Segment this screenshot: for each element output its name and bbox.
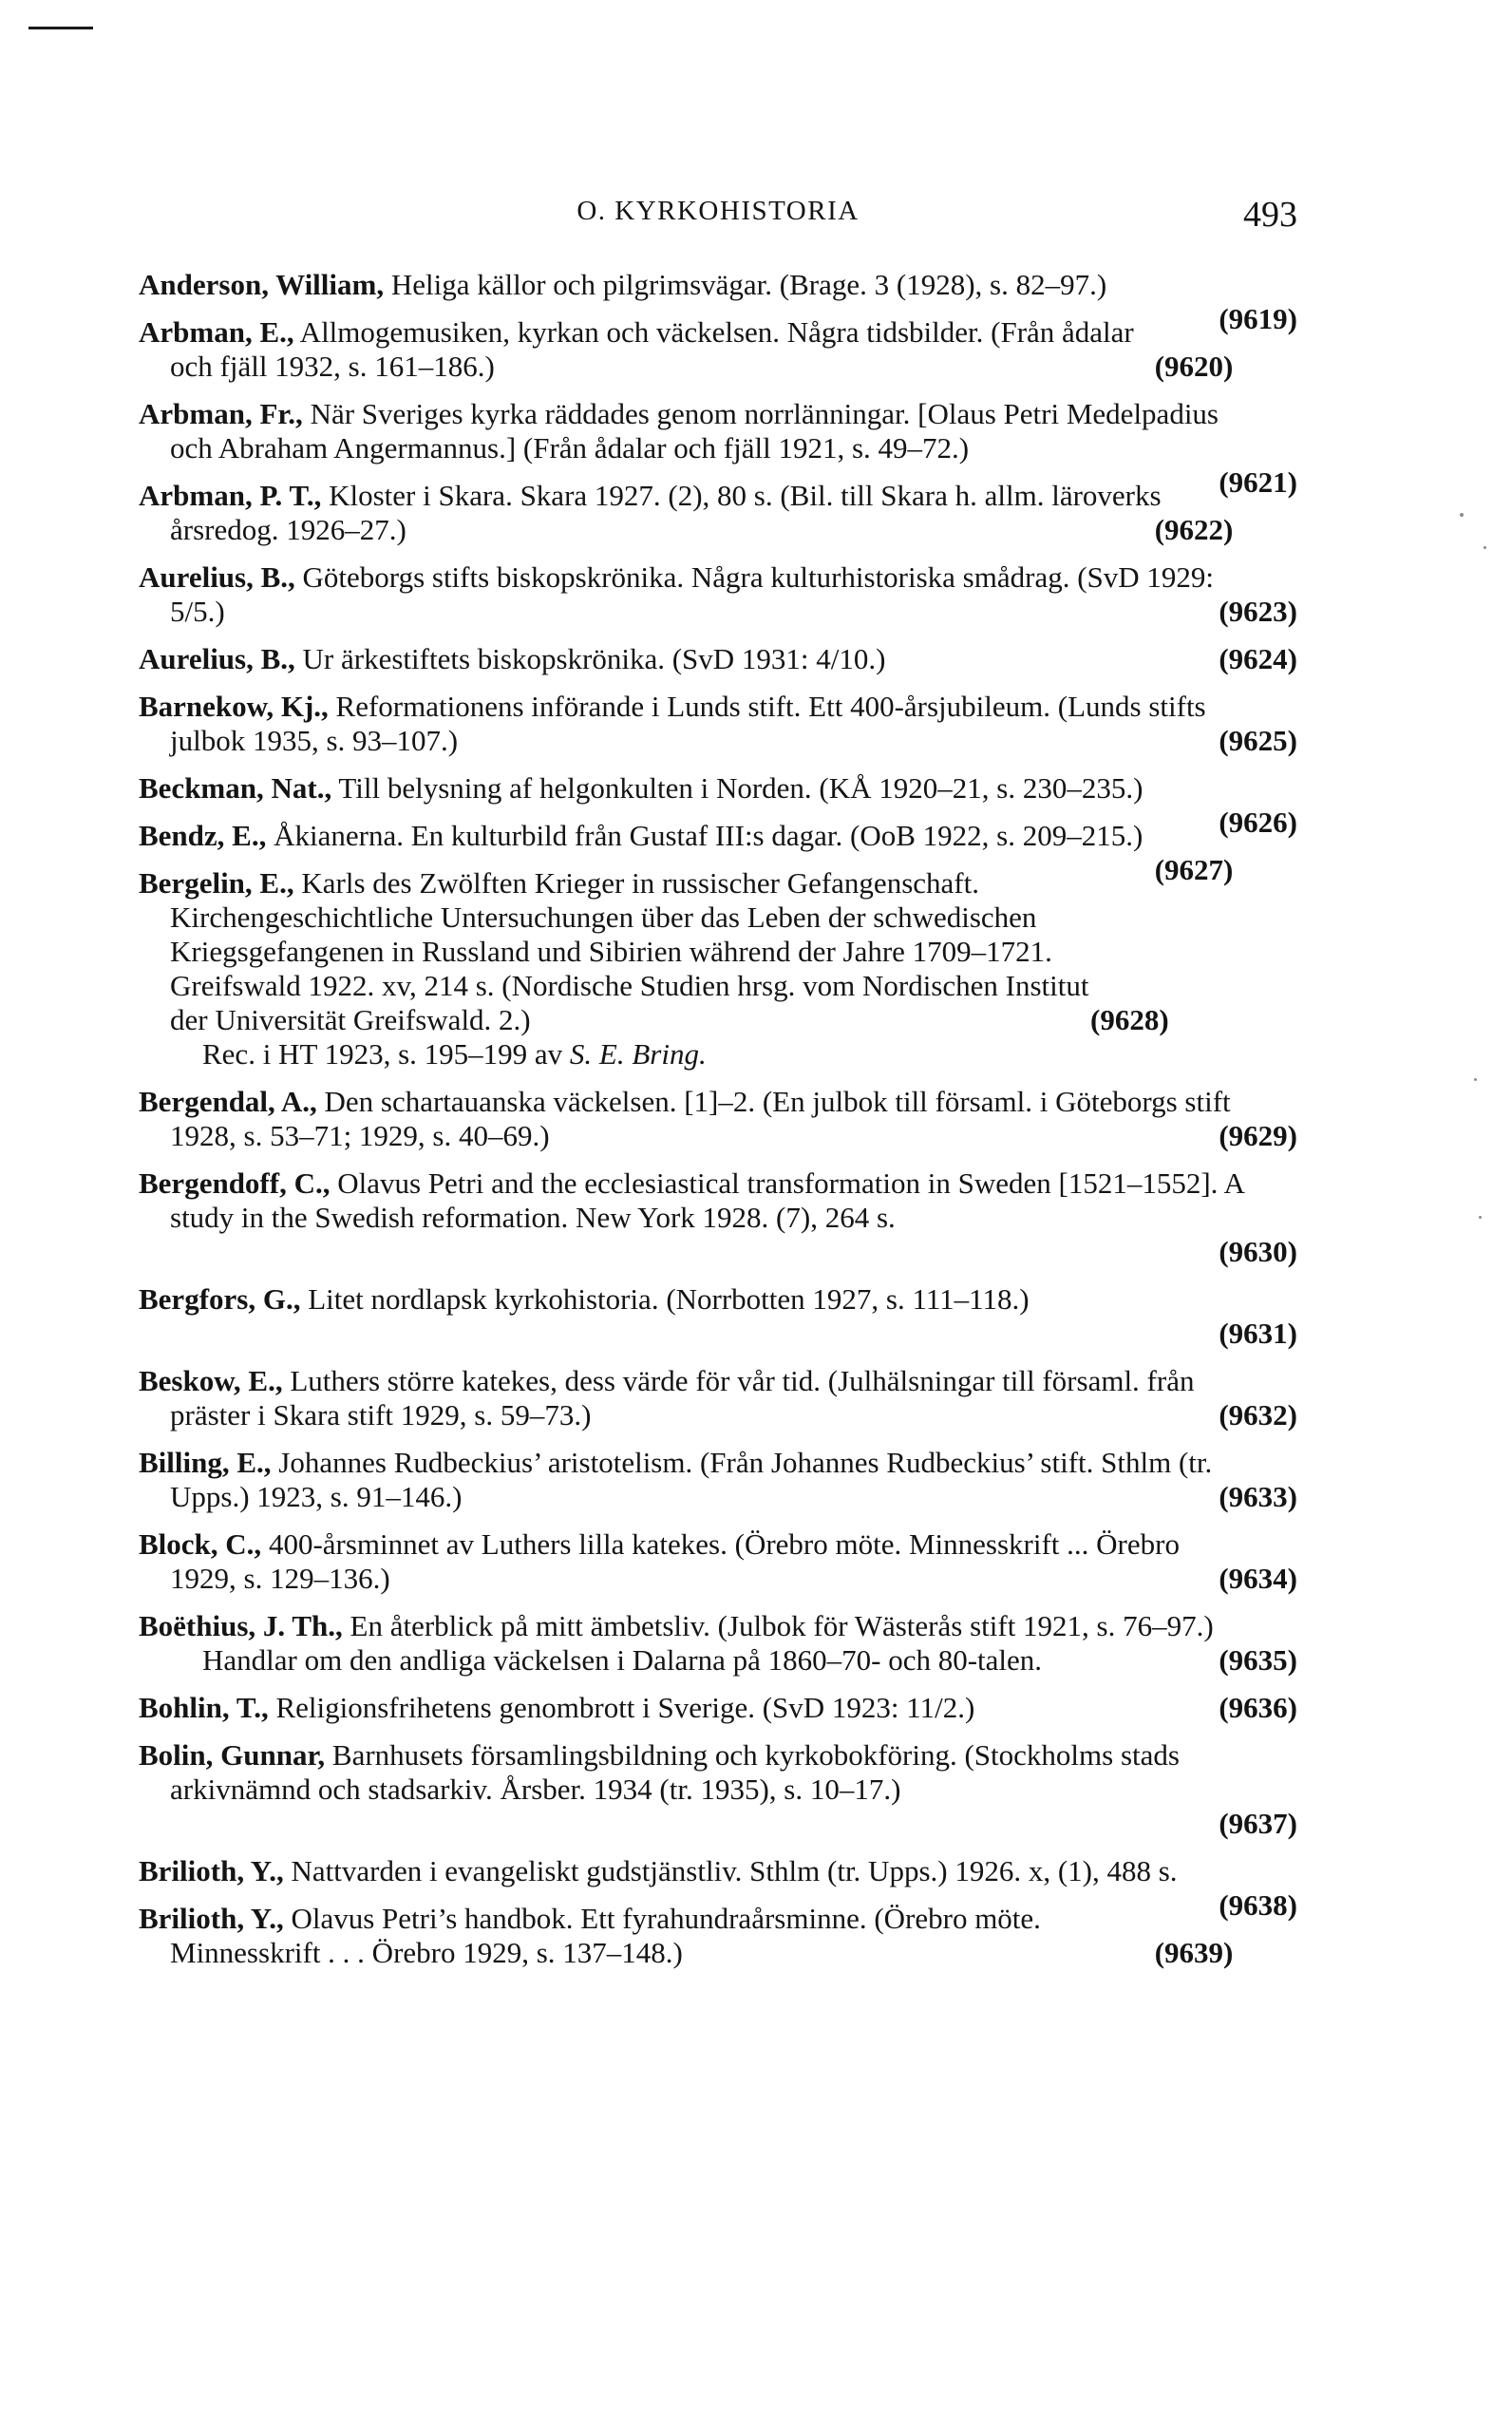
entry-number: (9624) [1219, 642, 1297, 675]
entry-author: Bergelin, E., [139, 866, 294, 900]
bibliography-entry [139, 315, 1297, 384]
entry-text: Barnhusets församlingsbildning och kyrkobokföring. (Stockholms stads arkivnämnd och stadsarkiv. Årsber. 1934 (tr. 1935), s. 10–17.) [170, 1738, 1180, 1806]
entry-text: Reformationens införande i Lunds stift. Ett 400-årsjubileum. (Lunds stifts julbok 1935, s. 93–107.) [170, 690, 1206, 757]
entry-text: Johannes Rudbeckius’ aristotelism. (Från Johannes Rudbeckius’ stift. Sthlm (tr. Upps.) 1923, s. 91–146.) [170, 1446, 1213, 1513]
entry-number: (9622) [1154, 513, 1234, 546]
entry-author: Barnekow, Kj., [139, 690, 329, 723]
entry-text: Olavus Petri and the ecclesiastical transformation in Sweden [1521–1552]. A study in the Swedish reformation. New York 1928. (7), 264 s. [170, 1166, 1244, 1234]
entry-author: Brilioth, Y., [139, 1854, 284, 1887]
scan-speck [1479, 1216, 1482, 1219]
note-text: Rec. i HT 1923, s. 195–199 av [202, 1037, 570, 1071]
entry-number: (9627) [1154, 853, 1234, 886]
entry-number: (9638) [1219, 1888, 1297, 1922]
scan-speck [1460, 513, 1464, 517]
entry-text: En återblick på mitt ämbetsliv. (Julbok för Wästerås stift 1921, s. 76–97.) [342, 1609, 1214, 1642]
entry-number: (9635) [1219, 1643, 1297, 1677]
bibliography-entry [139, 1527, 1297, 1596]
entry-text: Nattvarden i evangeliskt gudstjänstliv. Sthlm (tr. Upps.) 1926. x, (1), 488 s. [283, 1854, 1178, 1887]
entry-number: (9629) [1219, 1119, 1297, 1152]
bibliography-entry [139, 1282, 1297, 1351]
entry-number: (9633) [1219, 1480, 1297, 1513]
bibliography-entry [139, 1085, 1297, 1153]
bibliography-entry [139, 1609, 1297, 1678]
entry-number: (9636) [1219, 1691, 1297, 1724]
entry-number: (9621) [1219, 465, 1297, 499]
entry-text: Religionsfrihetens genombrott i Sverige. (SvD 1923: 11/2.) [268, 1691, 975, 1724]
entry-text: Kloster i Skara. Skara 1927. (2), 80 s. (Bil. till Skara h. allm. läroverks årsredog. 1926–27.) [170, 479, 1162, 546]
entry-author: Beskow, E., [139, 1364, 283, 1397]
bibliography-entry [139, 1902, 1297, 1970]
entry-author: Arbman, P. T., [139, 479, 322, 512]
entry-text: Göteborgs stifts biskopskrönika. Några kulturhistoriska smådrag. (SvD 1929: 5/5.) [170, 560, 1215, 628]
note-reviewer: S. E. Bring. [569, 1037, 707, 1071]
bibliography-entry [139, 1364, 1297, 1432]
bibliography-entry [139, 1854, 1297, 1922]
page-number: 493 [1243, 195, 1297, 235]
entry-annotation [139, 1643, 1297, 1678]
entry-author: Bergendoff, C., [139, 1166, 331, 1200]
entry-review-note [139, 1037, 1297, 1071]
entry-author: Aurelius, B., [139, 560, 295, 594]
bibliography-entry [139, 690, 1297, 758]
bibliography-entry [139, 642, 1297, 676]
entry-text: Allmogemusiken, kyrkan och väckelsen. Några tidsbilder. (Från ådalar och fjäll 1932, s. 161–186.) [170, 315, 1134, 383]
entry-number: (9628) [1090, 1003, 1169, 1036]
entry-author: Billing, E., [139, 1446, 272, 1479]
entry-author: Bendz, E., [139, 819, 267, 852]
entry-author: Beckman, Nat., [139, 771, 332, 805]
entry-author: Anderson, William, [139, 268, 385, 301]
entry-text: När Sveriges kyrka räddades genom norrlänningar. [Olaus Petri Medelpadius och Abraham Angermannus.] (Från ådalar och fjäll 1921, s. 49–72.) [170, 397, 1219, 465]
entry-text: Heliga källor och pilgrimsvägar. (Brage. 3 (1928), s. 82–97.) [384, 268, 1107, 301]
entry-author: Bergendal, A., [139, 1085, 317, 1118]
entry-number: (9620) [1154, 350, 1234, 383]
bibliography-entry [139, 1166, 1297, 1269]
bibliography-entry [139, 1691, 1297, 1725]
bibliography-list [139, 268, 1297, 1983]
note-text: Handlar om den andliga väckelsen i Dalarna på 1860–70- och 80-talen. [202, 1643, 1043, 1677]
entry-author: Boëthius, J. Th., [139, 1609, 343, 1642]
entry-number: (9625) [1219, 724, 1297, 757]
entry-number: (9639) [1154, 1936, 1234, 1969]
entry-text: Åkianerna. En kulturbild från Gustaf III:s dagar. (OoB 1922, s. 209–215.) [266, 819, 1143, 852]
entry-number: (9631) [1219, 1317, 1297, 1350]
entry-number: (9630) [1219, 1235, 1297, 1268]
entry-author: Bergfors, G., [139, 1282, 301, 1316]
bibliography-entry [139, 1446, 1297, 1514]
entry-text: Luthers större katekes, dess värde för vår tid. (Julhälsningar till församl. från präster i Skara stift 1929, s. 59–73.) [170, 1364, 1195, 1432]
entry-text: Till belysning af helgonkulten i Norden. (KÅ 1920–21, s. 230–235.) [331, 771, 1143, 805]
entry-text: Ur ärkestiftets biskopskrönika. (SvD 1931: 4/10.) [294, 642, 886, 675]
entry-number: (9626) [1219, 806, 1297, 839]
entry-text: Litet nordlapsk kyrkohistoria. (Norrbotten 1927, s. 111–118.) [300, 1282, 1030, 1316]
entry-author: Brilioth, Y., [139, 1902, 284, 1935]
entry-number: (9637) [1219, 1807, 1297, 1840]
entry-author: Bohlin, T., [139, 1691, 269, 1724]
entry-text: Karls des Zwölften Krieger in russischer Gefangenschaft. Kirchengeschichtliche Untersuchungen über das Leben der schwedischen Kriegsgefangenen in Russland und Sibirien während der Jahre 1709–1721. Greifswald 1922. xv, 214 s. (Nordische Studien hrsg. vom Nordischen Institut der Universität Greifswald. 2.) [170, 866, 1089, 1036]
running-head: O. KYRKOHISTORIA [576, 196, 860, 226]
bibliography-entry [139, 866, 1297, 1071]
bibliography-entry [139, 479, 1297, 547]
entry-author: Block, C., [139, 1527, 262, 1561]
entry-number: (9623) [1219, 595, 1297, 628]
entry-author: Bolin, Gunnar, [139, 1738, 326, 1772]
scan-speck [1484, 546, 1486, 549]
entry-text: 400-årsminnet av Luthers lilla katekes. (Örebro möte. Minnesskrift ... Örebro 1929, s. 129–136.) [170, 1527, 1180, 1595]
entry-number: (9632) [1219, 1398, 1297, 1432]
entry-number: (9634) [1219, 1562, 1297, 1595]
bibliography-entry [139, 1738, 1297, 1841]
entry-text: Den schartauanska väckelsen. [1]–2. (En julbok till församl. i Göteborgs stift 1928, s. 53–71; 1929, s. 40–69.) [170, 1085, 1231, 1152]
entry-number: (9619) [1219, 302, 1297, 335]
entry-author: Arbman, E., [139, 315, 294, 349]
page-header [139, 190, 1297, 247]
entry-author: Arbman, Fr., [139, 397, 303, 430]
corner-scan-mark [28, 27, 93, 29]
entry-author: Aurelius, B., [139, 642, 295, 675]
scan-speck [1474, 1078, 1477, 1081]
bibliography-entry [139, 560, 1297, 629]
entry-text: Olavus Petri’s handbok. Ett fyrahundraårsminne. (Örebro möte. Minnesskrift . . . Örebro 1929, s. 137–148.) [170, 1902, 1041, 1969]
